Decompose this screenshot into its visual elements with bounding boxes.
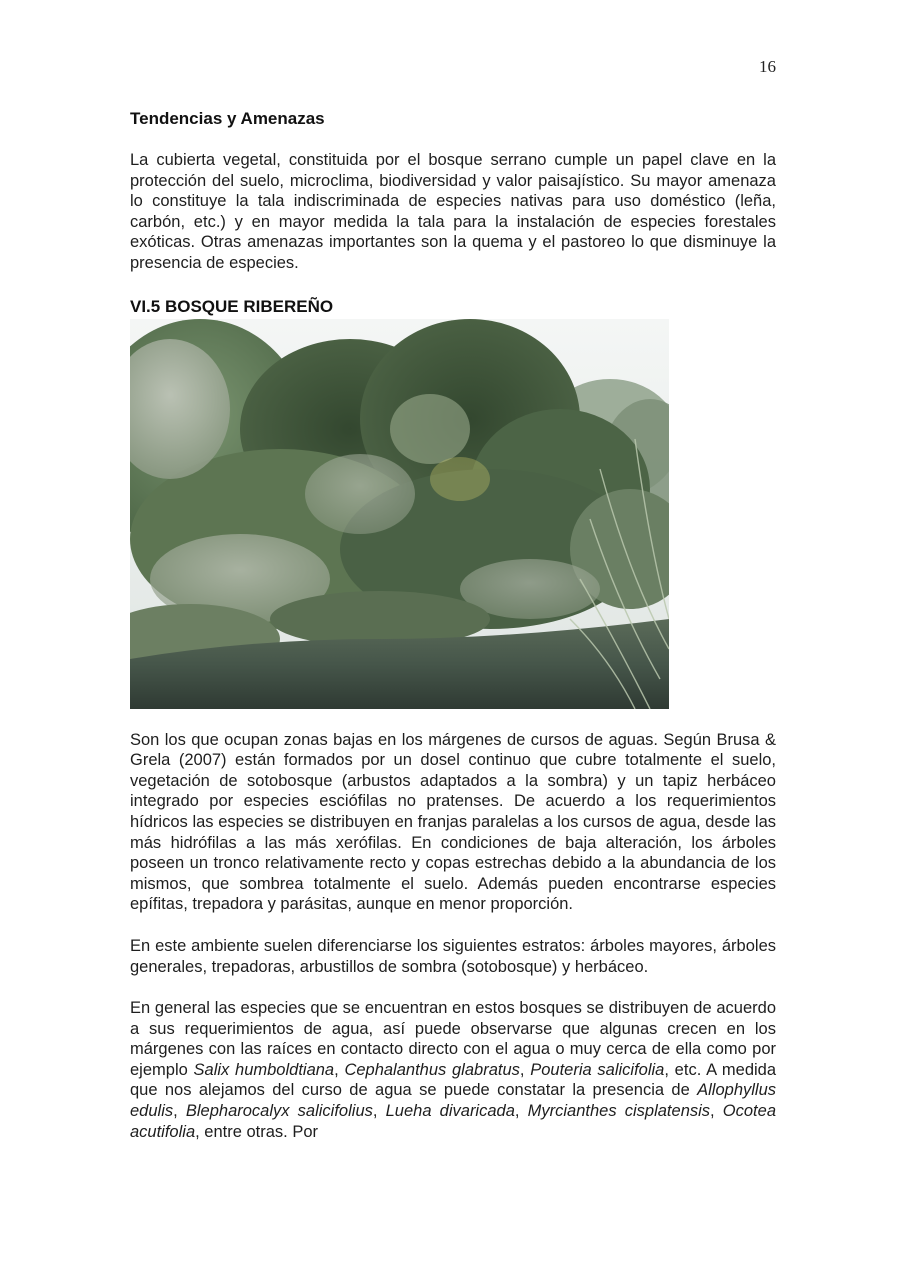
paragraph-bosque-definition: Son los que ocupan zonas bajas en los márgenes de cursos de aguas. Según Brusa & Grela (2007) están formados por un dosel continuo que cubre totalmente el suelo, vegetación de sotobosque (arbustos adaptados a la sombra) y un tapiz herbáceo integrado por especies esciófilas no pratenses. De acuerdo a los requerimientos hídricos las especies se distribuyen en franjas paralelas a los cursos de agua, desde las más hidrófilas a las más xerófilas. En condiciones de baja alteración, los árboles poseen un tronco relativamente recto y copas estrechas debido a la abundancia de los mismos, que sombrea totalmente el suelo. Además pueden encontrarse especies epífitas, trepadora y parásitas, aunque en menor proporción.	[130, 730, 776, 914]
species-name: Allophyllus edulis	[130, 1081, 776, 1121]
page-number: 16	[759, 57, 776, 76]
species-name: Salix humboldtiana	[193, 1060, 335, 1079]
section-heading-bosque-ribereno: VI.5 BOSQUE RIBEREÑO	[130, 296, 334, 316]
text-run: ,	[173, 1102, 186, 1121]
text-run: ,	[372, 1102, 386, 1121]
species-name: Myrcianthes cisplatensis	[527, 1102, 711, 1121]
text-run: ,	[514, 1102, 528, 1121]
species-name: Ocotea acutifolia	[130, 1102, 776, 1141]
paragraph-especies	[130, 998, 776, 1142]
riparian-forest-photo	[130, 319, 669, 709]
text-run: ,	[519, 1060, 531, 1079]
species-name: Pouteria salicifolia	[530, 1060, 665, 1079]
species-name: Cephalanthus glabratus	[344, 1060, 520, 1079]
text-run: , entre otras. Por	[195, 1122, 319, 1141]
section-heading-tendencias: Tendencias y Amenazas	[130, 109, 325, 128]
forest-river-illustration	[130, 319, 669, 709]
paragraph-tendencias: La cubierta vegetal, constituida por el bosque serrano cumple un papel clave en la protección del suelo, microclima, biodiversidad y valor paisajístico. Su mayor amenaza lo constituye la tala indiscriminada de especies nativas para uso doméstico (leña, carbón, etc.) y en mayor medida la tala para la instalación de especies forestales exóticas. Otras amenazas importantes son la quema y el pastoreo lo que disminuye la presencia de especies.	[130, 151, 776, 272]
text-run: ,	[710, 1102, 723, 1121]
text-run: ,	[334, 1060, 345, 1079]
paragraph-estratos: En este ambiente suelen diferenciarse los siguientes estratos: árboles mayores, árboles generales, trepadoras, arbustillos de sombra (sotobosque) y herbáceo.	[130, 936, 776, 976]
page-content	[130, 108, 776, 1142]
species-name: Blepharocalyx salicifolius	[185, 1102, 373, 1121]
text-run: En general las especies que se encuentran en estos bosques se distribuyen de acuerdo a sus requerimientos de agua, así puede observarse que algunas crecen en los márgenes con las raíces en contacto directo con el agua o muy cerca de ella como por ejemplo	[130, 999, 776, 1079]
text-run: , etc. A medida que nos alejamos del curso de agua se puede constatar la presencia de	[130, 1060, 777, 1100]
species-name: Lueha divaricada	[385, 1102, 515, 1121]
